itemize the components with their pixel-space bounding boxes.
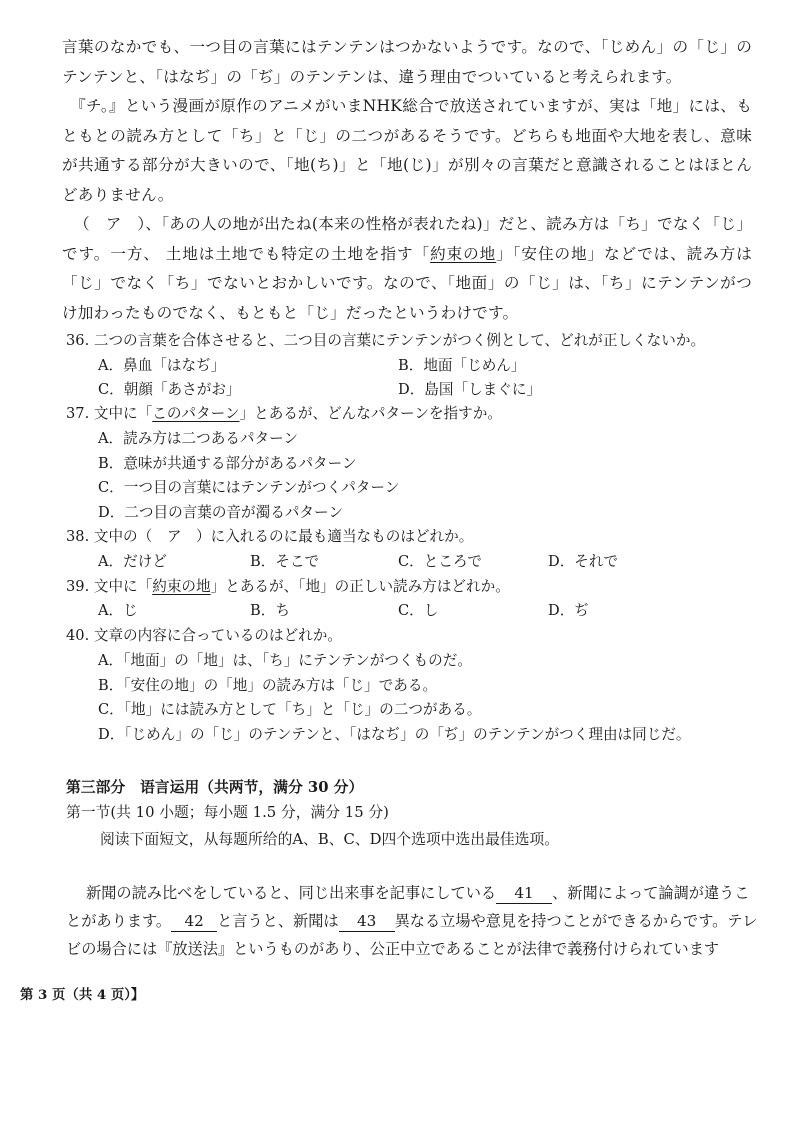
part3-line1-text-b: 、新聞によって論調が違うこ	[552, 884, 750, 902]
question-37-underlined-term: このパターン	[152, 405, 240, 422]
question-36-option-d: D．島国「しまぐに」	[398, 381, 542, 398]
page-footer: 第 3 页（共 4 页）】	[20, 987, 145, 1003]
passage-paragraph-2	[62, 92, 752, 210]
question-37-option-a: A．読み方は二つあるパターン	[98, 430, 298, 447]
question-38-option-c: C．ところで	[398, 553, 482, 570]
passage-p3-part-a: （ ア ）、「あの人の地が出たね(本来の性格が表れたね)」だと、読み方は「ち」でなく「じ」です。一方、 土地は土地でも特定の土地を指す「	[62, 215, 752, 263]
part3-instruction: 阅读下面短文，从每题所给的A、B、C、D四个选项中选出最佳选项。	[100, 831, 560, 848]
question-40-option-a: A．「地面」の「地」は、「ち」にテンテンがつくものだ。	[98, 652, 472, 669]
part3-line2-text-a: とがあります。	[66, 912, 172, 930]
passage-paragraph-2-text: 『チ。』という漫画が原作のアニメがいまNHK総合で放送されていますが、実は「地」には、もともとの読み方として「ち」と「じ」の二つがあるそうです。どちらも地面や大地を表し、意味が共通する部分が大きいので、「地(ち)」と「地(じ)」が別々の言葉だと意識されることはほとんどありません。	[62, 97, 752, 204]
question-38-option-a: A．だけど	[98, 553, 167, 570]
question-37-stem	[66, 402, 502, 426]
blank-43: 43	[339, 911, 395, 932]
part3-line1-text-a: 新聞の読み比べをしていると、同じ出来事を記事にしている	[86, 884, 497, 902]
question-37-stem-b: 」とあるが、どんなパターンを指すか。	[239, 405, 502, 422]
question-39-underlined-term: 約束の地	[152, 578, 211, 595]
question-37-option-b: B．意味が共通する部分があるパターン	[98, 455, 357, 472]
question-38-option-b: B．そこで	[250, 553, 320, 570]
question-37-stem-a: 37. 文中に「	[66, 405, 153, 422]
part3-passage-line-1	[86, 881, 750, 905]
question-36-option-b: B．地面「じめん」	[398, 357, 526, 374]
passage-paragraph-1: 言葉のなかでも、一つ目の言葉にはテンテンはつかないようです。なので、「じめん」の「じ」のテンテンと、「はなぢ」の「ぢ」のテンテンは、違う理由でついていると考えられます。	[62, 38, 752, 86]
question-40-stem: 40. 文章の内容に合っているのはどれか。	[66, 627, 342, 644]
part3-heading: 第三部分 语言运用（共两节，满分 30 分）	[66, 779, 364, 796]
question-36-option-a: A．鼻血「はなぢ」	[98, 357, 226, 374]
question-40-option-d: D．「じめん」の「じ」のテンテンと、「はなぢ」の「ぢ」のテンテンがつく理由は同じだ。	[98, 726, 691, 743]
question-38-stem: 38. 文中の（ ア ）に入れるのに最も適当なものはどれか。	[66, 528, 474, 545]
passage-paragraph-3	[62, 210, 752, 328]
question-40-option-b: B．「安住の地」の「地」の読み方は「じ」である。	[98, 677, 438, 694]
question-39-option-d: D．ぢ	[548, 602, 589, 619]
part3-line2-text-b: と言うと、新聞は	[217, 912, 339, 930]
question-39-option-b: B．ち	[250, 602, 290, 619]
question-37-option-d: D．二つ目の言葉の音が濁るパターン	[98, 504, 343, 521]
question-36-stem: 36. 二つの言葉を合体させると、二つ目の言葉にテンテンがつく例として、どれが正しくないか。	[66, 332, 706, 349]
part3-passage-line-3: ビの場合には『放送法』というものがあり、公正中立であることが法律で義務付けられています	[66, 940, 720, 958]
passage-p3-underlined-term: 約束の地	[430, 244, 497, 263]
blank-42: 42	[171, 911, 217, 932]
question-39-stem-b: 」とあるが、「地」の正しい読み方はどれか。	[210, 578, 510, 595]
question-40-option-c: C．「地」には読み方として「ち」と「じ」の二つがある。	[98, 701, 482, 718]
question-36-option-c: C．朝顔「あさがお」	[98, 381, 241, 398]
part3-passage-line-2	[66, 909, 757, 933]
question-37-option-c: C．一つ目の言葉にはテンテンがつくパターン	[98, 479, 400, 496]
question-39-option-a: A．じ	[98, 602, 138, 619]
passage-p3-part-b: 」「安住の地」などでは、読み方は「じ」でなく「ち」でないとおかしいです。なので、「地面」の「じ」は、「ち」にテンテンがつけ加わったものでなく、もともと「じ」だったというわけです。	[62, 244, 752, 322]
question-39-option-c: C．し	[398, 602, 439, 619]
question-38-option-d: D．それで	[548, 553, 619, 570]
part3-section1-title: 第一节(共 10 小题；每小题 1.5 分，满分 15 分)	[66, 804, 389, 821]
question-39-stem	[66, 575, 510, 599]
question-39-stem-a: 39. 文中に「	[66, 578, 153, 595]
part3-line2-text-c: 異なる立場や意見を持つことができるからです。テレ	[394, 912, 758, 930]
blank-41: 41	[496, 883, 552, 904]
